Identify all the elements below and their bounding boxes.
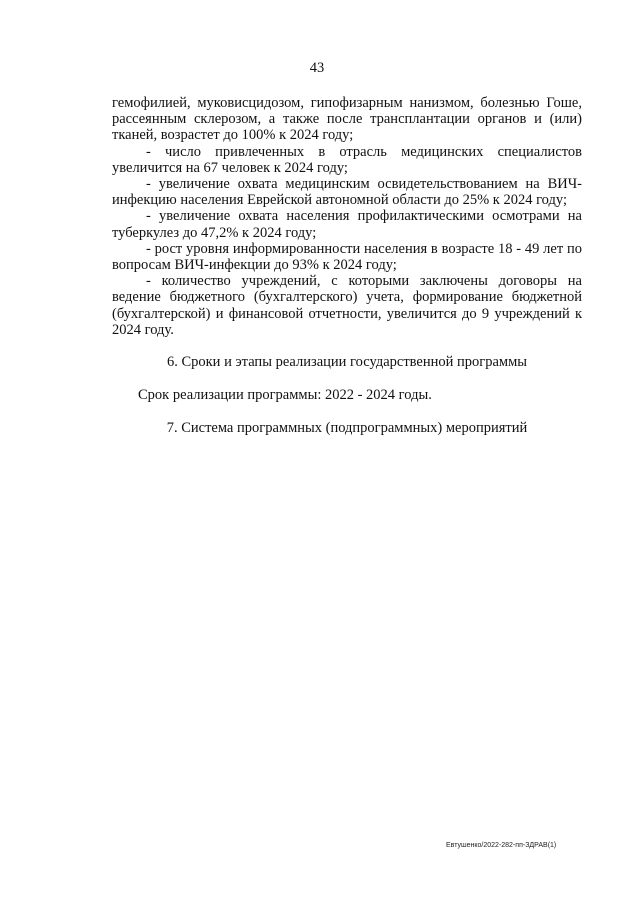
bullet-hiv-awareness: - рост уровня информированности населения в возрасте 18 - 49 лет по вопросам ВИЧ-инфекции до 93% к 2024 году; (112, 240, 582, 274)
paragraph-continuation: гемофилией, муковисцидозом, гипофизарным нанизмом, болезнью Гоше, рассеянным склерозом, а также после трансплантации органов и (или) тканей, возрастет до 100% к 2024 году; (112, 95, 582, 144)
body-text (112, 95, 582, 338)
page-number: 43 (309, 60, 325, 76)
bullet-specialists: - число привлеченных в отрасль медицинских специалистов увеличится на 67 человек к 2024 году; (112, 143, 582, 176)
bullet-accounting: - количество учреждений, с которыми заключены договоры на ведение бюджетного (бухгалтерского) учета, формирование бюджетной (бухгалтерской) и финансовой отчетности, увеличится до 9 учреждений к 2024 году. (112, 273, 582, 338)
program-term: Срок реализации программы: 2022 - 2024 годы. (138, 387, 432, 403)
document-code: Евтушенко/2022-282-пп-ЗДРАВ(1) (446, 842, 557, 849)
section-6-heading: 6. Сроки и этапы реализации государственной программы (166, 354, 528, 370)
bullet-tb-screening: - увеличение охвата населения профилактическими осмотрами на туберкулез до 47,2% к 2024 году; (112, 208, 582, 241)
section-7-heading: 7. Система программных (подпрограммных) мероприятий (166, 420, 528, 436)
bullet-hiv-testing: - увеличение охвата медицинским освидетельствованием на ВИЧ-инфекцию населения Еврейской автономной области до 25% к 2024 году; (112, 176, 582, 209)
